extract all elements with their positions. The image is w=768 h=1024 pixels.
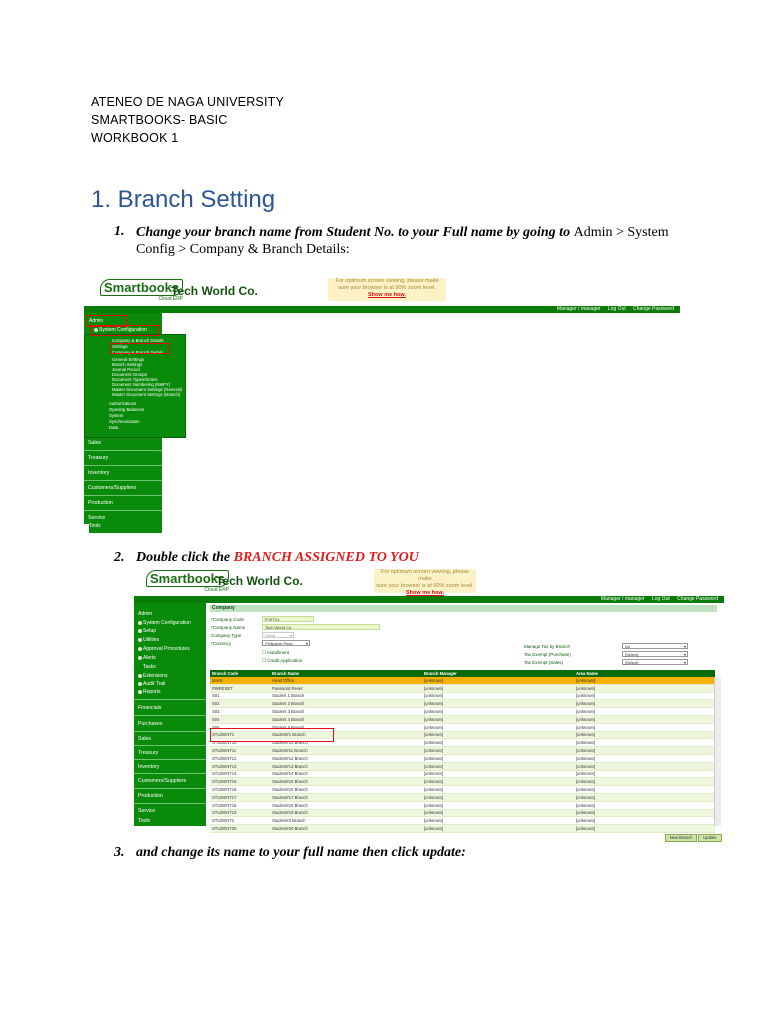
smartbooks-logo-2: Smartbooks Cloud ERP	[146, 570, 229, 587]
sidebar-financials[interactable]: Financials	[134, 699, 206, 715]
table-cell: STUDENT19	[210, 809, 270, 817]
sidebar-customers-suppliers-2[interactable]: Customers/Suppliers	[134, 773, 206, 788]
sidebar-customers-suppliers[interactable]: Customers/Suppliers	[84, 480, 162, 495]
table-cell: Student#1 Branch	[270, 731, 422, 739]
table-cell: [unknown]	[422, 762, 574, 770]
table-cell: STUDENT11	[210, 747, 270, 755]
col-branch-code[interactable]: Branch Code	[210, 670, 270, 677]
table-row[interactable]	[210, 762, 715, 770]
table-cell: Student 4 Branch	[270, 715, 422, 723]
table-cell: STUDENT20	[210, 825, 270, 833]
table-cell: Student 2 Branch	[270, 700, 422, 708]
step-2-red: BRANCH ASSIGNED TO YOU	[233, 550, 419, 565]
tree-extensions[interactable]: Extensions	[138, 673, 167, 679]
table-cell: Head Office	[270, 677, 422, 684]
table-row[interactable]	[210, 700, 715, 708]
table-cell: [unknown]	[422, 786, 574, 794]
logout-link[interactable]: Log Out	[607, 306, 626, 312]
step-1-number: 1.	[114, 224, 125, 239]
table-row[interactable]	[210, 778, 715, 786]
table-cell: STUDENT1	[210, 731, 270, 739]
table-cell: Password Reset	[270, 684, 422, 692]
change-password-link[interactable]: Change Password	[633, 306, 674, 312]
table-cell: Student#18 Branch	[270, 801, 422, 809]
step-3-number: 3.	[114, 845, 125, 860]
table-cell: Student#16 Branch	[270, 786, 422, 794]
screenshot-branch-list: Smartbooks Cloud ERP Tech World Co. For optimum screen viewing, please make sure your browser is at 90% zoom level. Show me how. Manager / manager Log Out Change Password Admin System Configuration Setup Utilities Approval Procedures Alerts Tasks Extensions Audit Trail Reports Financials Purchases Sales Treasury Inventory Customers/Suppliers Production Service Tools Company *Company Code PJSTGL *Company Name Tech World Co. Company Type Retail ▾ *Currency Philippine Peso ▾ ☐ Installment ☐ Credit Application Manage Tax by Branch No ▾ Tax Exempt (Purchase) [Select] ▾ Tax Exempt (Sales) [Select] ▾ Branch Code Branch Name Branch Manager Area Name MAIN Head Office [unknown] [unknown] PWRESET Password Reset [unknown] [unknown] S01 Student 1 Branch [unknown] [unknown] S02 Student 2 Branch [unknown] [unknown] S03 Student 3 Branch [unknown] [unknown] S04 Student 4 Branch [unknown] [unknown] S05 Student 5 Branch [unknown] [unknown] STUDENT1 Student#1 Branch [unknown] [unknown] STUDENT10 Student#10 Branch [unknown] [unknown] STUDENT11 Student#11 Branch [unknown] [unknown] STUDENT12 Student#12 Branch [unknown] [unknown] STUDENT13 Student#13 Branch [unknown] [unknown] STUDENT14 Student#14 Branch [unknown] [unknown] STUDENT15 Student#15 Branch [unknown] [unknown] STUDENT16 Student#16 Branch [unknown] [unknown] STUDENT17 Student#17 Branch [unknown] [unknown] STUDENT18 Student#18 Branch [unknown] [unknown] STUDENT19 Student#19 Branch [unknown] [unknown] STUDENT2 Student#2 Branch [unknown] [unknown] STUDENT20 Student#20 Branch [unknown] [unknown] New Branch Update	[134, 566, 724, 848]
table-row[interactable]	[210, 692, 715, 700]
table-cell: [unknown]	[422, 809, 574, 817]
smartbooks-logo: Smartbooks Cloud ERP	[100, 279, 183, 296]
table-cell: STUDENT13	[210, 762, 270, 770]
system-config-popup: Company & Branch Details Settings Company & Branch Details General Settings Branch Settings Journal Period Document Groups Document Types/Series Document Numbering (NMFY) Master Document Settings (General) Master Document Settings (Branch) Authorizations Opening Balances System Synchronization Data	[84, 334, 186, 438]
table-cell: PWRESET	[210, 684, 270, 692]
table-cell: [unknown]	[422, 700, 574, 708]
table-cell: [unknown]	[422, 723, 574, 731]
tree-system-configuration-2[interactable]: System Configuration	[138, 620, 191, 626]
table-cell: MAIN	[210, 677, 270, 684]
table-cell: [unknown]	[574, 817, 715, 825]
table-cell: [unknown]	[422, 770, 574, 778]
table-cell: [unknown]	[422, 747, 574, 755]
section-title: 1. Branch Setting	[91, 186, 276, 213]
table-cell: [unknown]	[422, 817, 574, 825]
highlight-student1-row	[210, 728, 334, 742]
sidebar-tools[interactable]: Tools	[89, 523, 162, 533]
tree-tasks[interactable]: Tasks	[143, 664, 156, 670]
table-cell: STUDENT17	[210, 793, 270, 801]
table-cell: [unknown]	[574, 770, 715, 778]
tree-audit-trail[interactable]: Audit Trail	[138, 681, 165, 687]
table-cell: [unknown]	[574, 786, 715, 794]
table-row[interactable]	[210, 809, 715, 817]
tree-alerts[interactable]: Alerts	[138, 655, 156, 661]
tree-reports[interactable]: Reports	[138, 689, 161, 695]
sidebar-production-2[interactable]: Production	[134, 788, 206, 803]
manage-tax-select[interactable]: No ▾	[622, 643, 688, 649]
sidebar-production[interactable]: Production	[84, 495, 162, 510]
company-code-input[interactable]: PJSTGL	[262, 616, 314, 622]
top-user-bar	[84, 306, 680, 313]
table-cell: S01	[210, 692, 270, 700]
menu-company-branch-details[interactable]: Company & Branch Details	[112, 350, 164, 355]
table-cell: Student#13 Branch	[270, 762, 422, 770]
sidebar-purchases[interactable]: Purchases	[134, 715, 206, 731]
table-cell: STUDENT14	[210, 770, 270, 778]
tree-system-configuration[interactable]: System Configuration	[94, 327, 147, 333]
show-me-how-link-2[interactable]: Show me how.	[406, 590, 444, 596]
chevron-down-icon: ▾	[683, 660, 686, 665]
table-cell: [unknown]	[574, 825, 715, 833]
tree-approval[interactable]: Approval Procedures	[138, 646, 190, 652]
table-cell: [unknown]	[422, 793, 574, 801]
sidebar-service-2[interactable]: Service	[134, 803, 206, 817]
chevron-down-icon: ▾	[305, 641, 308, 646]
update-button[interactable]: Update	[698, 834, 722, 842]
table-cell: [unknown]	[422, 778, 574, 786]
table-cell: [unknown]	[422, 677, 574, 684]
table-cell: Student#15 Branch	[270, 778, 422, 786]
table-cell: [unknown]	[574, 677, 715, 684]
table-cell: [unknown]	[574, 684, 715, 692]
table-row[interactable]	[210, 793, 715, 801]
table-cell: STUDENT16	[210, 786, 270, 794]
table-cell: [unknown]	[422, 692, 574, 700]
table-cell: Student#20 Branch	[270, 825, 422, 833]
table-cell: [unknown]	[574, 700, 715, 708]
step-1-path-a: Admin > System	[573, 225, 669, 240]
table-cell: [unknown]	[422, 715, 574, 723]
table-row[interactable]	[210, 677, 715, 684]
col-area-name[interactable]: Area Name	[574, 670, 715, 677]
sidebar-admin-2[interactable]: Admin	[138, 611, 153, 617]
sidebar-tools-2[interactable]: Tools	[138, 818, 151, 824]
company-title-2: Tech World Co.	[216, 574, 303, 588]
table-cell: [unknown]	[422, 754, 574, 762]
table-cell: [unknown]	[574, 739, 715, 747]
table-row[interactable]	[210, 817, 715, 825]
table-cell: [unknown]	[422, 684, 574, 692]
col-branch-name[interactable]: Branch Name	[270, 670, 422, 677]
step-1-text	[136, 224, 676, 258]
table-cell: [unknown]	[574, 762, 715, 770]
zoom-notice: For optimum screen viewing, please make sure your browser is at 90% zoom level. Show me how.	[328, 278, 446, 301]
tax-exempt-sales-select[interactable]: [Select] ▾	[622, 659, 688, 665]
company-title: Tech World Co.	[171, 284, 258, 298]
table-cell: [unknown]	[574, 723, 715, 731]
table-cell: [unknown]	[574, 793, 715, 801]
table-cell: [unknown]	[574, 715, 715, 723]
currency-select[interactable]: Philippine Peso ▾	[262, 640, 310, 646]
table-cell: Student 1 Branch	[270, 692, 422, 700]
company-section-header: Company	[210, 605, 717, 612]
step-3-text: and change its name to your full name then click update:	[136, 845, 466, 860]
table-cell: S03	[210, 708, 270, 716]
sidebar-treasury-2[interactable]: Treasury	[134, 745, 206, 759]
table-cell: STUDENT10	[210, 739, 270, 747]
installment-checkbox[interactable]: ☐ Installment	[262, 650, 290, 655]
table-row[interactable]	[210, 801, 715, 809]
table-cell: STUDENT12	[210, 754, 270, 762]
sidebar-sales[interactable]: Sales	[84, 435, 162, 450]
table-cell: [unknown]	[574, 692, 715, 700]
table-row[interactable]	[210, 708, 715, 716]
table-cell: [unknown]	[422, 708, 574, 716]
table-cell: [unknown]	[574, 754, 715, 762]
credit-application-checkbox[interactable]: ☐ Credit Application	[262, 658, 303, 663]
table-cell: Student 5 Branch	[270, 723, 422, 731]
sidebar-admin[interactable]: Admin	[89, 318, 104, 324]
table-cell: [unknown]	[422, 731, 574, 739]
chevron-down-icon: ▾	[289, 633, 292, 638]
highlight-company-branch	[110, 343, 170, 354]
col-branch-manager[interactable]: Branch Manager	[422, 670, 574, 677]
user-label: Manager / manager	[556, 306, 601, 312]
table-cell: S04	[210, 715, 270, 723]
table-cell: [unknown]	[574, 747, 715, 755]
table-row[interactable]	[210, 754, 715, 762]
table-cell: [unknown]	[422, 739, 574, 747]
tree-utilities[interactable]: Utilities	[138, 637, 159, 643]
table-cell: Student#14 Branch	[270, 770, 422, 778]
tax-exempt-purchase-select[interactable]: [Select] ▾	[622, 651, 688, 657]
zoom-notice-2: For optimum screen viewing, please make sure your browser is at 90% zoom level. Show me how.	[374, 569, 476, 593]
table-cell: Student#19 Branch	[270, 809, 422, 817]
new-branch-button[interactable]: New Branch	[665, 834, 697, 842]
table-cell: STUDENT15	[210, 778, 270, 786]
sidebar-sales-2[interactable]: Sales	[134, 731, 206, 745]
show-me-how-link[interactable]: Show me how.	[368, 292, 406, 298]
logout-link-2[interactable]: Log Out	[651, 596, 670, 602]
table-row[interactable]	[210, 747, 715, 755]
table-cell: S05	[210, 723, 270, 731]
chevron-down-icon: ▾	[683, 652, 686, 657]
branch-table	[210, 670, 715, 833]
table-cell: [unknown]	[574, 778, 715, 786]
table-row[interactable]	[210, 715, 715, 723]
header-workbook: WORKBOOK 1	[91, 131, 179, 145]
table-cell: Student#17 Branch	[270, 793, 422, 801]
step-1-path-b: Config > Company & Branch Details:	[136, 242, 350, 257]
table-cell: [unknown]	[574, 801, 715, 809]
step-1-italic: Change your branch name from Student No. to your Full name by going to	[136, 225, 571, 240]
table-cell: Student 3 Branch	[270, 708, 422, 716]
table-cell: [unknown]	[422, 825, 574, 833]
table-cell: Student#10 Branch	[270, 739, 422, 747]
tree-setup[interactable]: Setup	[138, 628, 156, 634]
sidebar-inventory[interactable]: Inventory	[84, 465, 162, 480]
table-row[interactable]	[210, 825, 715, 833]
table-scrollbar[interactable]	[714, 678, 721, 826]
table-cell: S02	[210, 700, 270, 708]
table-cell: Student#2 Branch	[270, 817, 422, 825]
header-course: SMARTBOOKS- BASIC	[91, 113, 228, 127]
table-cell: STUDENT2	[210, 817, 270, 825]
table-cell: Student#12 Branch	[270, 754, 422, 762]
highlight-system-config	[90, 325, 160, 336]
sidebar-treasury[interactable]: Treasury	[84, 450, 162, 465]
table-cell: [unknown]	[574, 708, 715, 716]
table-cell: [unknown]	[422, 801, 574, 809]
table-cell: [unknown]	[574, 731, 715, 739]
table-cell: STUDENT18	[210, 801, 270, 809]
change-password-link-2[interactable]: Change Password	[677, 596, 718, 602]
sidebar-service[interactable]: Service	[84, 510, 162, 525]
table-cell: [unknown]	[574, 809, 715, 817]
sidebar-inventory-2[interactable]: Inventory	[134, 759, 206, 773]
step-2-number: 2.	[114, 550, 125, 565]
chevron-down-icon: ▾	[683, 644, 686, 649]
table-row[interactable]	[210, 684, 715, 692]
header-university: ATENEO DE NAGA UNIVERSITY	[91, 95, 285, 109]
table-row[interactable]	[210, 786, 715, 794]
top-user-bar-2: Manager / manager Log Out Change Password	[134, 596, 724, 603]
table-cell: Student#11 Branch	[270, 747, 422, 755]
sidebar-2	[134, 603, 206, 826]
company-name-input[interactable]: Tech World Co.	[262, 624, 380, 630]
company-type-select[interactable]: Retail ▾	[262, 632, 294, 638]
table-row[interactable]	[210, 770, 715, 778]
step-2-text: Double click the BRANCH ASSIGNED TO YOU	[136, 550, 419, 565]
screenshot-admin-menu	[84, 272, 680, 534]
